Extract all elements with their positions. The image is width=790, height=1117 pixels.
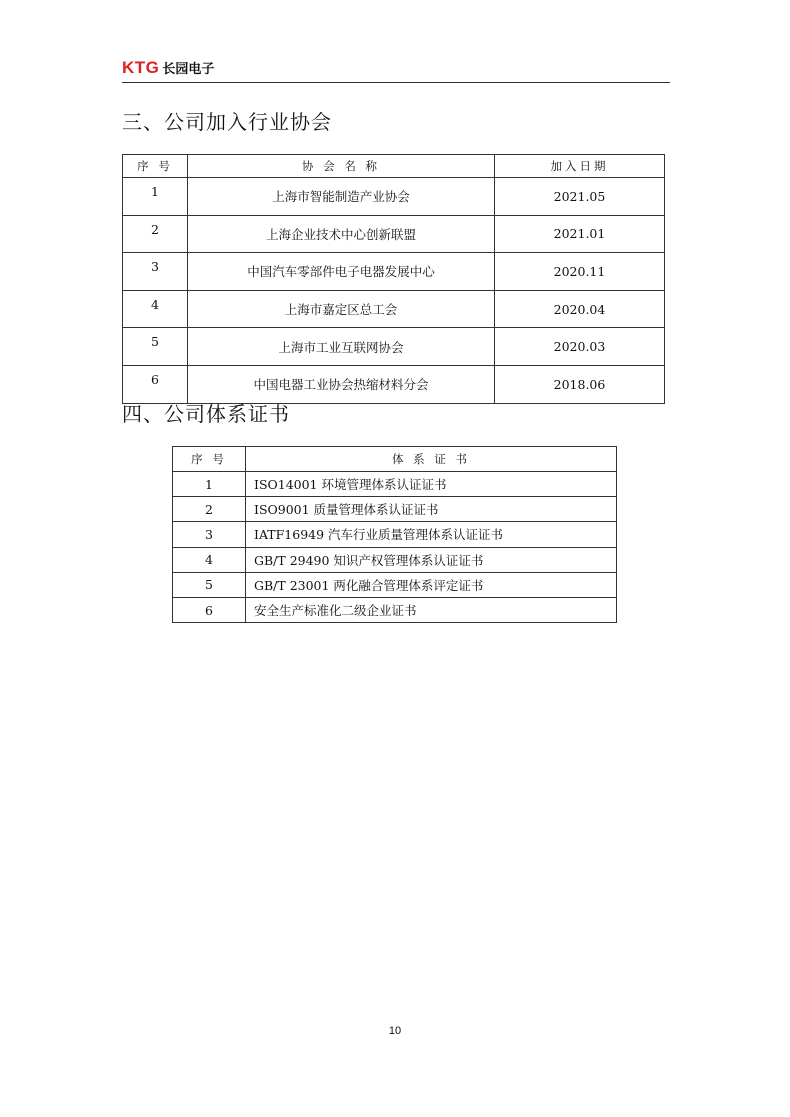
system-certificate-table [172, 446, 617, 623]
table-row [123, 328, 665, 366]
table-row [123, 253, 665, 291]
certificate-name: GB/T 29490 知识产权管理体系认证证书 [246, 547, 617, 572]
row-no: 1 [123, 178, 188, 216]
certificate-name: ISO14001 环境管理体系认证证书 [246, 472, 617, 497]
section-3-title: 三、公司加入行业协会 [122, 110, 332, 134]
row-no: 2 [123, 215, 188, 253]
table-row [173, 522, 617, 547]
join-date: 2018.06 [495, 365, 665, 403]
page-header [122, 58, 670, 84]
row-no: 5 [123, 328, 188, 366]
association-name: 上海企业技术中心创新联盟 [188, 215, 495, 253]
col-header-no: 序 号 [123, 155, 188, 178]
association-name: 中国汽车零部件电子电器发展中心 [188, 253, 495, 291]
table-row [123, 178, 665, 216]
association-name: 上海市嘉定区总工会 [188, 290, 495, 328]
row-no: 2 [173, 497, 246, 522]
join-date: 2020.04 [495, 290, 665, 328]
col-header-join-date: 加入日期 [495, 155, 665, 178]
certificate-name: IATF16949 汽车行业质量管理体系认证证书 [246, 522, 617, 547]
table-row [173, 572, 617, 597]
table-row [123, 290, 665, 328]
row-no: 1 [173, 472, 246, 497]
table-header-row [123, 155, 665, 178]
logo-company-name: 长园电子 [162, 62, 215, 77]
table-row [123, 215, 665, 253]
join-date: 2020.11 [495, 253, 665, 291]
row-no: 6 [173, 597, 246, 622]
certificate-name: 安全生产标准化二级企业证书 [246, 597, 617, 622]
logo-ktg-text: KTG [122, 58, 160, 77]
page-number: 10 [388, 1025, 402, 1037]
join-date: 2021.01 [495, 215, 665, 253]
association-name: 上海市工业互联网协会 [188, 328, 495, 366]
company-logo [122, 58, 214, 78]
row-no: 3 [123, 253, 188, 291]
table-row [173, 597, 617, 622]
table-row [173, 547, 617, 572]
association-name: 中国电器工业协会热缩材料分会 [188, 365, 495, 403]
join-date: 2021.05 [495, 178, 665, 216]
table-row [173, 472, 617, 497]
industry-association-table [122, 154, 665, 404]
table-row [173, 497, 617, 522]
row-no: 4 [123, 290, 188, 328]
row-no: 5 [173, 572, 246, 597]
table-header-row [173, 447, 617, 472]
row-no: 3 [173, 522, 246, 547]
row-no: 4 [173, 547, 246, 572]
row-no: 6 [123, 365, 188, 403]
col-header-certificate: 体 系 证 书 [246, 447, 617, 472]
certificate-name: ISO9001 质量管理体系认证证书 [246, 497, 617, 522]
col-header-no: 序 号 [173, 447, 246, 472]
section-4-title: 四、公司体系证书 [122, 402, 290, 426]
header-divider [122, 82, 670, 83]
join-date: 2020.03 [495, 328, 665, 366]
association-name: 上海市智能制造产业协会 [188, 178, 495, 216]
certificate-name: GB/T 23001 两化融合管理体系评定证书 [246, 572, 617, 597]
col-header-association-name: 协 会 名 称 [188, 155, 495, 178]
